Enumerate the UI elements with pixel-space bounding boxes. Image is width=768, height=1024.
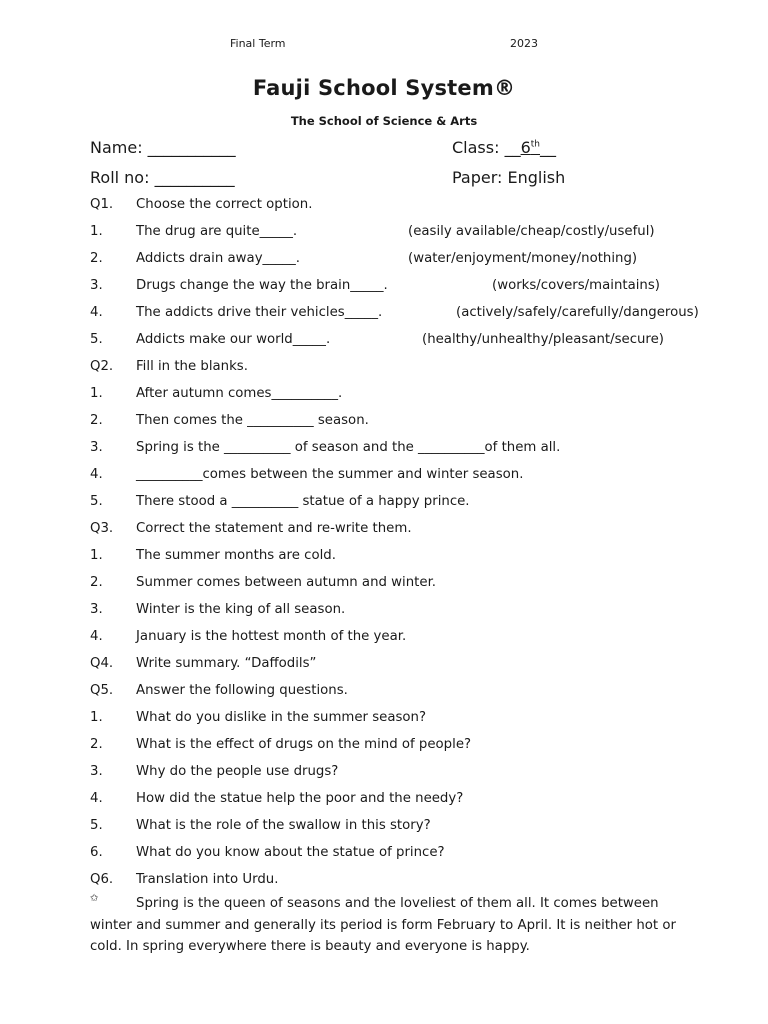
item-text: The summer months are cold.: [136, 548, 336, 563]
item-text: What do you dislike in the summer season?: [136, 710, 427, 725]
item-text: Write summary. “Daffodils”: [136, 656, 317, 671]
class-suffix: __: [540, 138, 556, 157]
translation-paragraph: Spring is the queen of seasons and the loveliest of them all. It comes between winter and summer and generally its period is form February to April. It is neither hot or cold. In spring everywhere there is beauty and everyone is happy.: [90, 896, 676, 954]
item-text: What is the role of the swallow in this story?: [136, 818, 431, 833]
item-number: Q4.: [90, 656, 114, 671]
item-number: 1.: [90, 710, 103, 725]
term-label: Final Term: [230, 37, 286, 50]
item-number: Q6.: [90, 872, 114, 887]
item-number: 3.: [90, 440, 103, 455]
answer-options: (healthy/unhealthy/pleasant/secure): [422, 332, 664, 347]
item-number: 2.: [90, 737, 103, 752]
item-number: 3.: [90, 764, 103, 779]
item-number: 4.: [90, 467, 103, 482]
item-text: Choose the correct option.: [136, 197, 313, 212]
item-number: 4.: [90, 305, 103, 320]
item-number: 4.: [90, 629, 103, 644]
item-text: Why do the people use drugs?: [136, 764, 339, 779]
item-number: 3.: [90, 602, 103, 617]
item-text: The drug are quite_____.: [136, 224, 298, 239]
answer-options: (water/enjoyment/money/nothing): [408, 251, 638, 266]
item-number: 2.: [90, 251, 103, 266]
year-label: 2023: [510, 37, 538, 50]
class-sup: th: [530, 139, 540, 150]
star-bullet-icon: ✩: [90, 893, 99, 904]
item-text: Fill in the blanks.: [136, 359, 248, 374]
answer-options: (actively/safely/carefully/dangerous): [456, 305, 699, 320]
answer-options: (works/covers/maintains): [492, 278, 660, 293]
item-number: Q3.: [90, 521, 114, 536]
item-text: There stood a __________ statue of a happy prince.: [136, 494, 470, 509]
roll-field: Roll no: __________: [90, 168, 235, 187]
item-text: Answer the following questions.: [136, 683, 348, 698]
item-text: Translation into Urdu.: [136, 872, 279, 887]
item-number: 5.: [90, 332, 103, 347]
item-text: What do you know about the statue of prince?: [136, 845, 445, 860]
item-number: 2.: [90, 413, 103, 428]
item-text: Winter is the king of all season.: [136, 602, 346, 617]
class-value: 6th: [520, 138, 540, 157]
class-field: [452, 138, 556, 157]
school-tagline: The School of Science & Arts: [290, 114, 478, 128]
item-text: Spring is the __________ of season and the __________of them all.: [136, 440, 561, 455]
item-number: Q2.: [90, 359, 114, 374]
item-number: 3.: [90, 278, 103, 293]
item-number: 1.: [90, 386, 103, 401]
item-text: Then comes the __________ season.: [136, 413, 369, 428]
item-text: Addicts drain away_____.: [136, 251, 301, 266]
answer-options: (easily available/cheap/costly/useful): [408, 224, 655, 239]
item-number: 5.: [90, 818, 103, 833]
item-number: 1.: [90, 224, 103, 239]
item-text: The addicts drive their vehicles_____.: [136, 305, 383, 320]
item-text: After autumn comes__________.: [136, 386, 343, 401]
school-name: Fauji School System®: [252, 76, 516, 100]
name-field: Name: ___________: [90, 138, 236, 157]
item-number: 5.: [90, 494, 103, 509]
class-prefix: Class: __: [452, 138, 521, 157]
item-text: Summer comes between autumn and winter.: [136, 575, 437, 590]
item-number: Q1.: [90, 197, 114, 212]
item-text: What is the effect of drugs on the mind of people?: [136, 737, 472, 752]
item-text: How did the statue help the poor and the needy?: [136, 791, 464, 806]
item-number: 2.: [90, 575, 103, 590]
item-text: Correct the statement and re-write them.: [136, 521, 412, 536]
item-number: 1.: [90, 548, 103, 563]
item-number: 6.: [90, 845, 103, 860]
item-text: January is the hottest month of the year.: [136, 629, 407, 644]
paper-field: Paper: English: [452, 168, 566, 187]
item-text: Drugs change the way the brain_____.: [136, 278, 388, 293]
item-text: Addicts make our world_____.: [136, 332, 331, 347]
item-number: 4.: [90, 791, 103, 806]
item-number: Q5.: [90, 683, 114, 698]
item-text: __________comes between the summer and winter season.: [136, 467, 524, 482]
